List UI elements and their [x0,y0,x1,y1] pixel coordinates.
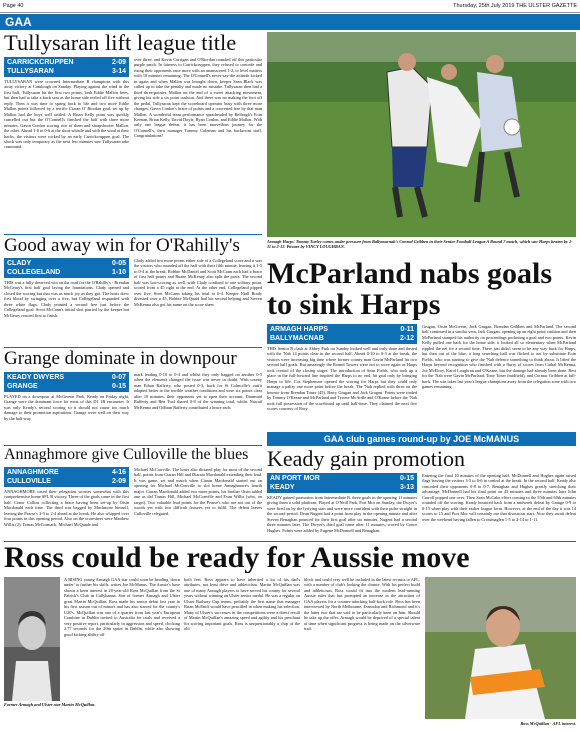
score-team: AN PORT MOR [270,475,320,482]
article-body: KEADY gained promotion from Intermediate B, three goals in the opening 11 minutes giving them a solid platform. Played at O'Neill Park, Port Mor on Sunday, the Dwyer's were fired on by the lyrfying start and were more confident with their pulse straight in the second period. Dean Nugent had a point from play in the opening minute and after Steven Renaghan pounced for their first goal after six minutes, Nugent had a second three minutes later. The Dwyer's third goal came after 11 minutes, scored by Conor Hughes. Points were added by Eugene McDonnell and Renaghan. [267,495,417,533]
photo-caption: Armagh Harps' Tommy Turley comes under pressure from Ballymacnab's Conrad Gribben in their Senior Football League A Round 7 match, which saw Harps beaten by 1-11 to 2-12. Picture by VINCY LOUGHRAN. [267,239,573,250]
article-body: Entering the final 10 minutes of the opening half, McDonnell and Hughes again raised flags leaving the visitors 3-5 to 0-6 in control at the break. In the second half, Keady also conceded their opponents 0-8 to 0-7, Renaghan and Hughes greatly stretching their advantage. McDonnell had his final point on 45 minutes and three minutes later John Carroll popped one over. Then Sean McCabe effort coming in the 55th and 60th minutes rounded off the scoring. Keady bounced back from a midweek defeat by Grange 0-9 to 0-15 when play with their earlier league form. However, at the end of the day it was 14 scores to 15 and Port Mor will certainly rue that disastrous start. Now they await defeat over the weekend having fallen to Crossmaglen 1-5 to 2-14 to 1-11. [422,473,576,522]
scorebox-mcparland [267,324,417,344]
article-body: PLAYED on a downpour at McGeown Park, Keady on Friday night, Grange were the dominant force for most of this D1 1B encounter. It was only Keady's second scoring so it should not cause too much damage to their promotion aspirations. Grange were well on their way by the half-way [4,394,129,421]
score-value: 2-12 [399,335,414,342]
article-body: both feet. Ross appears to have inherited a lot of his dad's attributes, not least drive and athleticism. Martin McQuillan was one of many Armagh players to have served his county for several years without winning an Ulster senior medal. He was a regular on Ulster Railway Cup teams, probably the first name that manager Brian McEniff would have pencilled in when making his selection. Many of Ulster's successes in the competitions were a direct result of Martin McQuillan's amazing speed and agility and his penchant for scoring important goals. Ross is unquestionably a chip of the old [184,577,300,632]
score-value: 0-11 [400,326,414,333]
headline-mcparland: McParland nabs goals to sink Harps [267,258,553,320]
score-value: 4-16 [111,469,126,476]
scorebox-grange [4,372,129,392]
article-body: block and could very well be included in the latest recruits to AFL, with a number of club's looking the chance. With his perfect build and athleticism, Ross would fit into the modern lead-running Aussie rules that has prompted an increase in the attraction of GAA players for a counter-attacking half-back role. Ross has been interviewed by North Melbourne, Essendon and Richmond and it's the latter two that are said to be particularly keen on him. Should he take up the offer, Armagh would be deprived of a special talent at time when significant progress is being made on the silverware trail. [304,577,420,632]
article-body: THIS was a fully deserved win on the road for the O'Rahilly's - Brendan McGeary's first half goal laying the foundations. Clady opened and closed the scoring but that was as much joy as they got. The hosts drew first blood by swinging over a free, but Collegeland responded with three white flags. Clady pointed a second free just before the Collegeland goal. Scott McCann's initial shot parried by the keeper but McGeary reacted first to finish. [4,280,129,318]
divider [4,445,262,446]
scorebox-tullysaran [4,57,129,77]
page-number: Page 40 [3,3,24,9]
article-body: TULLYSARAN were crowned Intermediate B champions with this away victory at Camlough on Sunday. Playing against the wind in the first half, Tullysaran hit the first two points, both Eddie Mallon frees, but then had to take a back seat as the home side reeled off five without reply. Then it was time to spring back to life and two more Eddie Mallon points followed by a terrific Ciaran O' Riordan goal, set up by Mallon had the boys well settled. A Brian Kelly point was quickly cancelled out but the O'Connell's finished the half with three more minutes, Gavin Conlon scoring two of them and sharpshooter Mallon, the other. Ahead 1-6 to 0-6 at the short whistle and with the wind at their backs, the visitors were rocked by an early Carrickcruppen goal. The shock was only temporary as the next few minutes saw Tullysaran take command. [4,79,129,150]
score-value: 0-15 [399,475,414,482]
scorebox-annaghmore [4,467,129,487]
score-value: 3-13 [399,484,414,491]
headline-keady: Keady gain promotion [267,448,465,470]
divider [4,347,262,348]
ross-mcquillan-photo [425,577,576,719]
martin-mcquillan-photo [4,577,60,701]
score-value: 3-14 [111,68,126,75]
score-team: CLADY [7,260,32,267]
headline-tullysaran: Tullysaran lift league title [4,32,237,55]
divider [4,234,262,235]
roundup-banner: GAA club games round-up by JOE McMANUS [267,432,576,446]
score-team: ANNAGHMORE [7,469,59,476]
photo-caption: Ross McQuillan - AFL interest. [520,721,576,726]
photo-caption: Former Armagh and Ulster star Martin McQuillan. [4,702,96,707]
score-team: ARMAGH HARPS [270,326,328,333]
headline-ross: Ross could be ready for Aussie move [4,543,470,573]
article-body: Michael McConville. The hosts also dictated play for most of the second half, points from Ciaran Hill and Diaraia Macdonald extending their lead. It was game, set and match when Ciaran Macdonald started out on opening for Michael McConville to slot home Annaghmore's fourth major. Ciaran Macdonald added two more points, his brother Oisin added one as did Tomas Hill, Michael McConville and Evan Willis (who, on target). Two valuable lead points for the Pearse's who are not out of the woods yet with two difficult fixtures yet to fulfil. The defeat leaves Culloville relegated. [134,467,262,516]
section-label: GAA [0,14,580,30]
score-team: KEADY DWYERS [7,374,65,381]
score-value: 0-15 [111,383,126,390]
article-body: Clady added two more points either side of a Collegeland score and it was the visitors who rounded off the half with their fifth minute, leaving it 1-5 to 0-4 at the break. Robbie McDaniel and Scott McCann each had a brace of first half points and Ruane McKenny also split the posts. The second half was low-scoring as well, with Clady confined to one solitary point, scored from a 45 right at the end. At the other end, Collegeland pipped over five, Scott McCann taking his total to 0-4. Keeper Niall Brady divested over a 45, Robbie McQuaid had his second helping and Steven McKenna also got his name on the score sheet. [134,258,262,307]
headline-orahillys: Good away win for O'Rahilly's [4,236,240,255]
article-body: THIS Senior B clash at Abbey Park on Sunday looked well and truly done and dusted with the 'Nab 14 points clear in the second half. Ahead 0-10 to 0-3 at the break, the visitors were increasing big time where former county man Gavin McParland hit two second half goals. But amazingly the Round Towers were not to score again as Harps took control of the closing stages. The introduction of Sean Fields, who took up a place in the full-forward line inspired the Harps to no end, hit goal only by bringing Harps to life. Cos Stephenson opened the scoring for Harps but they could only manage a paltry one more point before the break. The 'Nab replied with three on the bounce from Brendan Toner (45), Barry Grugan and Jack Grugan. Points were traded by Tommy O'Keane and McParland and Tyrone McArdle and O'Keane before the 'Nab took full possession of the scoreboard up until half-time. They claimed the next five scores courtesy of Rory [267,346,417,411]
score-value: 2-09 [111,478,126,485]
score-value: 2-09 [111,59,126,66]
scorebox-orahillys [4,258,129,278]
score-team: CULLOVILLE [7,478,51,485]
article-body: A RISING young Armagh GAA star could soon be heading 'down under' to further his skills, writes Joe McManus. The Aussie's have shown a keen interest in 20-year-old Ross McQuillan from the St Patrick's Club in Cullyhanna. Son of former Armagh and Ulster great Martin McQuillan, Ross made his senior debut last year in his first season out of minors and has also starred for the county's U20's. McQuillan was one of a quarter from last year's European Combine in Dublin invited to Australia for trials and received a very positive report, particularly in aggression and speed, clocking 2.77 seconds for the 20m sprint in Dublin, while also showing good kicking ability off [64,577,180,637]
article-body: ANNAGHMORE cased their relegation worries somewhat with this comprehensive home SFL B victory. Three of the goals came in the first half, Conor Collins collecting a brace having been set-up by Oisin Macdonald each time. The third was bagged by Muckmore himself, leaving the Pearse's 3-9 to 2-4 ahead at the break. He also whipped over four points in this opening period. Also on the scoresheet were Matthew Willis (2), Tomas McCormack, Michael McQuade and [4,489,129,527]
score-team: GRANGE [7,383,38,390]
article-body: Grugan, Oisin McGivern, Jack Grugan, Brendan Gribben and McParland. The second half continued in a similar vein, Jack Grugan, opening up an eight point cushion and then McParland stamped his authority on proceedings pocketing a goal and two points. Kevin Kelly pulled one back for the home side, it looked all so elementary when McParland rippled the net for a second time. There just didn't seem to be any way back for Harps, but then out of the blue, a long searching ball was flicked to net by substitute Eoin Fields, who was starting to give the 'Nab defence something to think about. It lifted the Harps beyond recognition who finished with a flurry of scores from Cathal McKenna, Joe McElroy, Karol Loughran and O'Keane, but the damage had already been done. Best for the 'Nab were Gavin McParland, Tony Toner (midfield), and Cormac Gribben at full-back. The win takes last year's league champions away from the relegation zone with two games remaining. [422,324,576,389]
match-photo [267,32,576,237]
score-team: COLLEGELAND [7,269,61,276]
headline-grange: Grange dominate in downpour [4,349,237,368]
scorebox-keady [267,473,417,493]
article-body: over three, and Kevin Corrigan and O'Riordan rounded off this particular purple patch. In fairness to Carrickcruppen, they refused to concede and rising their opponents once more with an unanswered 1-2, to level matters with 10 minutes remaining. The O'Connell's never-say-die attitude kicked in again and when Mallon was brought down, keeper Sean Black was called up to take the penalty and made no mistake. Tullysaran then had a third three-pointer, Mallon on the end of a sweet attacking movement, giving his side a six point cushion. And there was no making the foot off the pedal, Tullysaran kept the scoreboard operator busy with three more changes, Gavin Conlon's brace of points and a converted free by that man Mallon. A wonderful team performance spearheaded by Belleagh's Eoin Keenan, Brian Kelly, David Doyle, Ryan Conlon, and Eddie Mallon. With only one league defeat, it has been marvellous journey for the O'Connell's, their manager Tommy Coleman and his backroom staff. Congratulations! [134,57,262,139]
date-line: Thursday, 25th July 2019 THE ULSTER GAZETTE [453,3,577,9]
score-value: 0-07 [111,374,126,381]
score-team: KEADY [270,484,295,491]
score-team: CARRICKCRUPPEN [7,59,74,66]
page-header [0,0,580,13]
divider [4,541,576,542]
article-body: mark leading 0-10 to 0-4 and whilst they only bagged on another 0-5 when the elements changed the issue was never in doubt. With county man Ethan Rafferty, who posted 0-3, back for St Colmcille's outfit adapted better to the terrible weather conditions and were six points clear after 10 minutes, their opponents yet to open their account. Diarmuid Rafferty and Ben Toal shared 0-8 of the winning total, whilst Niacail McKenna and Odhran Rafferty contributed a brace each. [134,372,262,410]
score-value: 1-10 [111,269,126,276]
score-team: TULLYSARAN [7,68,54,75]
score-value: 0-05 [111,260,126,267]
score-team: BALLYMACNAB [270,335,324,342]
headline-annaghmore: Annaghmore give Culloville the blues [4,447,249,463]
